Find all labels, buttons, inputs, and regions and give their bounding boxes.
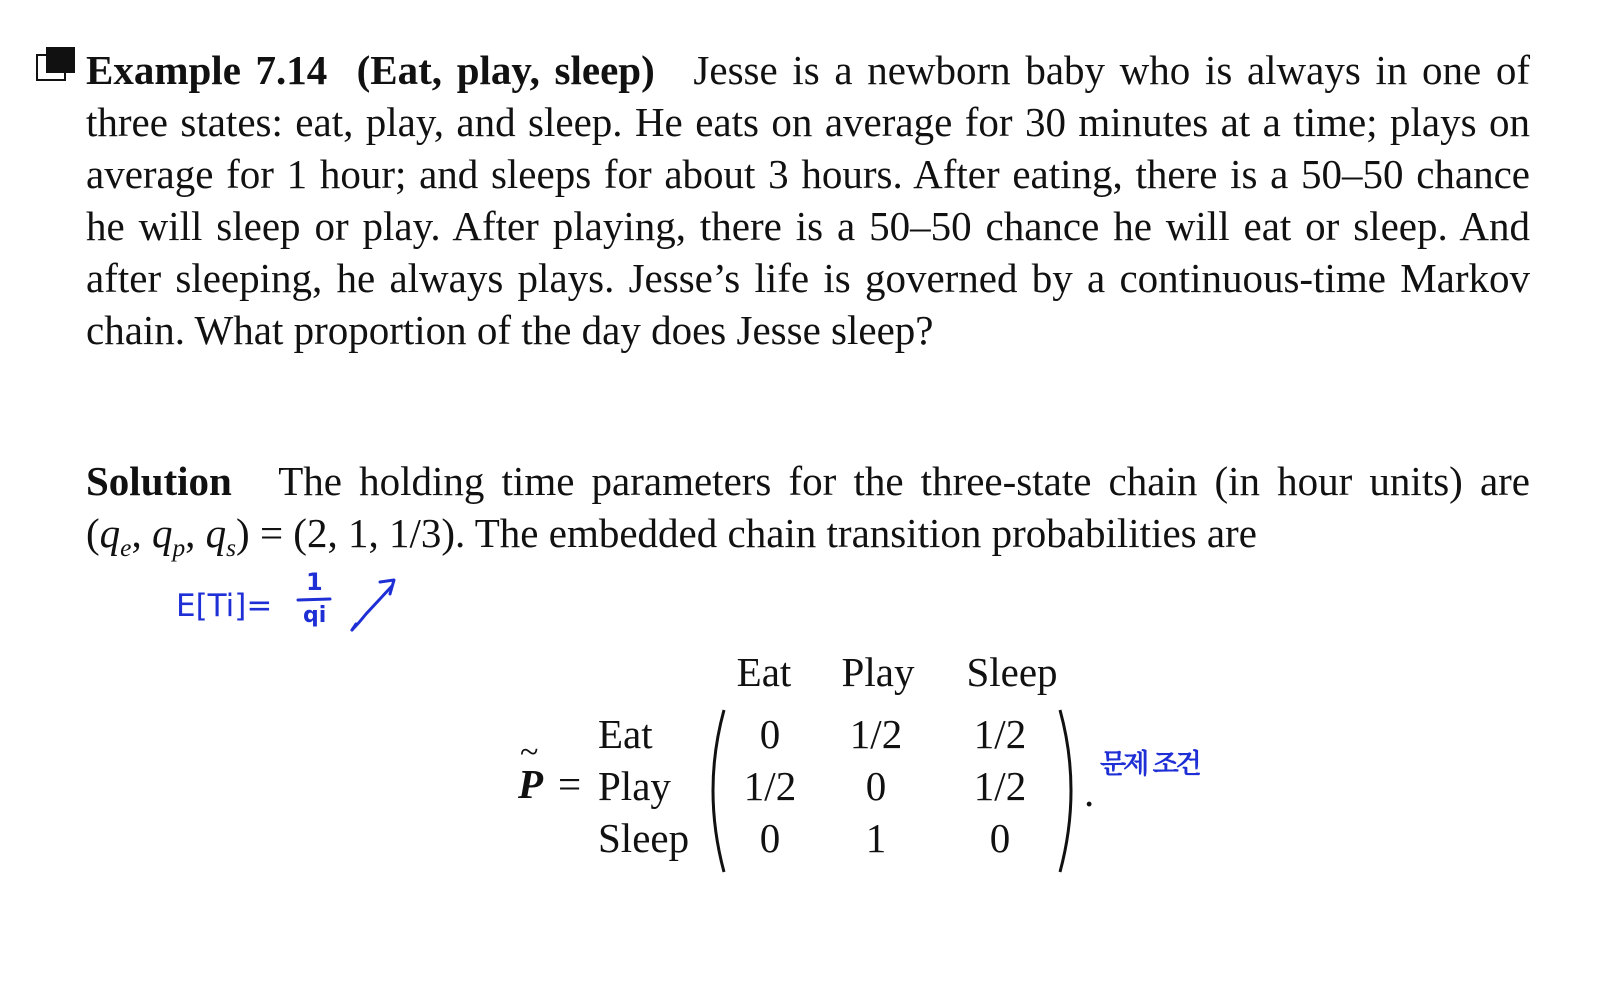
matrix-cell: 1/2 xyxy=(973,711,1027,757)
matrix-symbol: P xyxy=(518,761,544,807)
row-label: Sleep xyxy=(598,815,690,861)
solution-line: The holding time parameters for the three-state chain (in hour units) are xyxy=(278,458,1531,504)
example-title: (Eat, play, sleep) xyxy=(356,47,655,93)
matrix-trailing-period: . xyxy=(1084,769,1095,815)
matrix-cell: 1 xyxy=(865,815,887,861)
matrix-cell: 1/2 xyxy=(849,711,903,757)
example-line: after sleeping, he always plays. Jesse’s life is governed by a continuous-time Markov xyxy=(86,255,1530,301)
handwritten-side-note: 문제 조건 xyxy=(1100,749,1199,780)
matrix-cell: 1/2 xyxy=(973,763,1027,809)
handwritten-expectation: E[Ti]= xyxy=(176,588,273,624)
example-line: three states: eat, play, and sleep. He eats on average for 30 minutes at a time; plays on xyxy=(86,99,1530,145)
solution-label: Solution xyxy=(86,458,232,504)
column-header: Play xyxy=(841,649,915,695)
column-header: Eat xyxy=(736,649,792,695)
example-line: chain. What proportion of the day does Jesse sleep? xyxy=(86,307,934,353)
matrix-cell: 1/2 xyxy=(743,763,797,809)
handwritten-fraction-numerator: 1 xyxy=(306,568,323,596)
row-label: Play xyxy=(598,763,671,809)
matrix-cell: 0 xyxy=(989,815,1011,861)
solution-line: = (2, 1, 1/3). The embedded chain transition probabilities are xyxy=(249,510,1257,556)
matrix-equals: = xyxy=(558,761,582,807)
example-label: Example 7.14 xyxy=(86,47,328,93)
example-line: he will sleep or play. After playing, there is a 50–50 chance he will eat or sleep. And xyxy=(86,203,1530,249)
tilde-accent: ~ xyxy=(520,734,539,771)
holding-rates-tuple: ($q_e$, $q_p$, $q_s$) xyxy=(86,510,250,563)
handwritten-fraction-denominator: qi xyxy=(303,603,327,628)
matrix-cell: 0 xyxy=(865,763,887,809)
matrix-cell: 0 xyxy=(759,815,781,861)
example-line: average for 1 hour; and sleeps for about 3 hours. After eating, there is a 50–50 chance xyxy=(86,151,1530,197)
column-header: Sleep xyxy=(966,649,1058,695)
row-label: Eat xyxy=(598,711,653,757)
example-line: Jesse is a newborn baby who is always in one of xyxy=(693,47,1531,93)
matrix-cell: 0 xyxy=(759,711,781,757)
